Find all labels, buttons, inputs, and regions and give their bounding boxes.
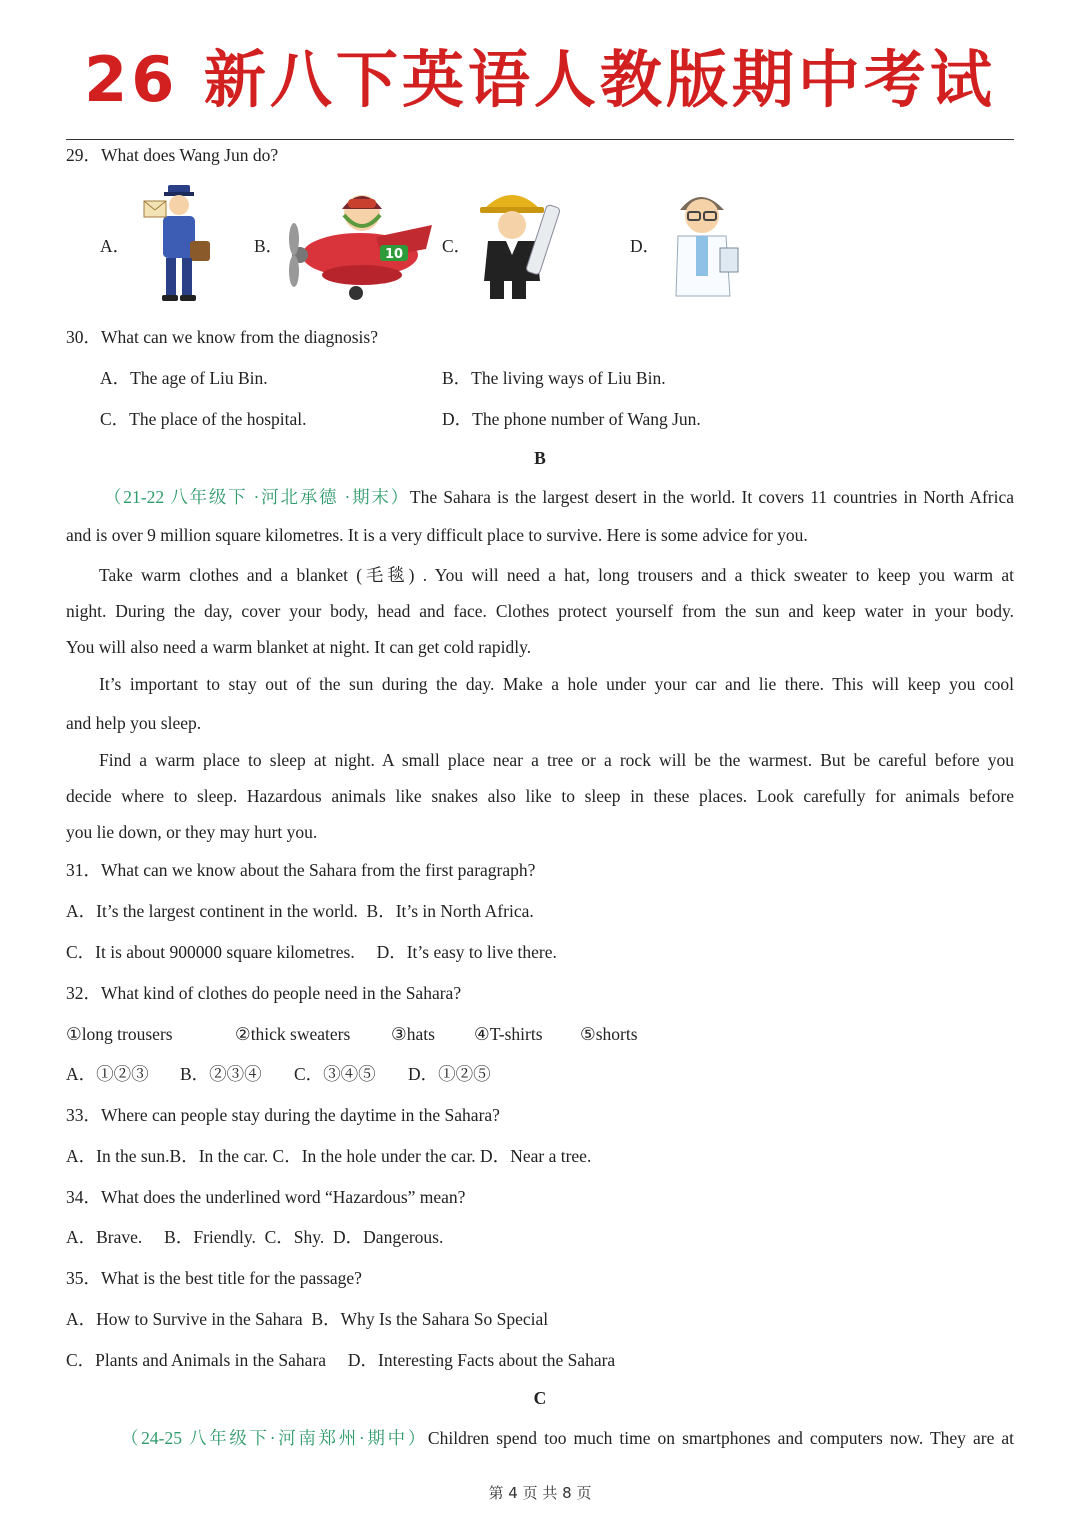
passage-b-paragraph-3: It’s important to stay out of the sun during the day. Make a hole under your car and lie there. This will keep you cool and help you sleep. (66, 674, 1014, 733)
q30-option-d[interactable]: D．The phone number of Wang Jun. (442, 409, 701, 429)
q31-options-ab[interactable]: A．It’s the largest continent in the world. B．It’s in North Africa. (66, 901, 534, 921)
q32-option-b[interactable]: B．②③④ (180, 1064, 262, 1084)
exam-title-banner: 26 新八下英语人教版期中考试 (84, 43, 996, 116)
passage-b-paragraph-4: Find a warm place to sleep at night. A small place near a tree or a rock will be the warmest. But be careful before you decide where to sleep. Hazardous animals like snakes also like to sleep in these places. Look carefully for animals before you lie down, or they may hurt you. (66, 750, 1014, 842)
q30-option-a[interactable]: A．The age of Liu Bin. (100, 368, 268, 388)
q32-item-3: ③hats (391, 1024, 435, 1044)
page-number: 第 4 页 共 8 页 (488, 1484, 592, 1502)
passage-b-paragraph-2: Take warm clothes and a blanket (毛毯) . You will need a hat, long trousers and a thick sweater to keep you warm at night. During the day, cover your body, head and face. Clothes protect yourself from the sun and keep water in your body. You will also need a warm blanket at night. It can get cold rapidly. (66, 565, 1014, 657)
q29-option-b[interactable]: B． (254, 236, 284, 256)
source-tag: （21-22 八年级下 ·河北承德 ·期末） (104, 487, 410, 507)
q32-option-c[interactable]: C．③④⑤ (294, 1064, 376, 1084)
q33-options[interactable]: A．In the sun.B．In the car. C．In the hole under the car. D．Near a tree. (66, 1146, 592, 1166)
postman-icon[interactable] (130, 183, 220, 305)
q34-options[interactable]: A．Brave. B．Friendly. C．Shy. D．Dangerous. (66, 1227, 444, 1247)
pilot-icon[interactable] (286, 185, 434, 303)
q32-item-1: ①long trousers (66, 1024, 173, 1044)
passage-b-p1-line2: and is over 9 million square kilometres. It is a very difficult place to survive. Here is some advice for you. (66, 525, 808, 545)
q30-option-c[interactable]: C．The place of the hospital. (100, 409, 307, 429)
q35-options-cd[interactable]: C．Plants and Animals in the Sahara D．Interesting Facts about the Sahara (66, 1350, 616, 1370)
doctor-icon[interactable] (664, 188, 746, 304)
q34-stem: 34．What does the underlined word “Hazardous” mean? (66, 1187, 466, 1207)
q31-options-cd[interactable]: C．It is about 900000 square kilometres. D．It’s easy to live there. (66, 942, 557, 962)
passage-c-paragraph-1: （24-25 八年级下·河南郑州·期中）Children spend too much time on smartphones and computers now. They are at (121, 1428, 1015, 1448)
q32-item-5: ⑤shorts (580, 1024, 638, 1044)
q31-stem: 31．What can we know about the Sahara from the first paragraph? (66, 860, 536, 880)
q32-item-4: ④T-shirts (474, 1024, 543, 1044)
q35-stem: 35．What is the best title for the passage? (66, 1268, 362, 1288)
q30-stem: 30．What can we know from the diagnosis? (66, 327, 379, 347)
header-divider (66, 139, 1014, 140)
q33-stem: 33．Where can people stay during the daytime in the Sahara? (66, 1105, 500, 1125)
builder-icon[interactable] (474, 185, 566, 303)
q35-options-ab[interactable]: A．How to Survive in the Sahara B．Why Is the Sahara So Special (66, 1309, 549, 1329)
passage-b-paragraph-1: （21-22 八年级下 ·河北承德 ·期末）The Sahara is the largest desert in the world. It covers 11 countries in North Africa (104, 487, 1014, 507)
q32-option-d[interactable]: D．①②⑤ (408, 1064, 491, 1084)
q32-stem: 32．What kind of clothes do people need in the Sahara? (66, 983, 462, 1003)
q32-option-a[interactable]: A．①②③ (66, 1064, 149, 1084)
q29-option-a[interactable]: A． (100, 236, 131, 256)
q29-option-d[interactable]: D． (630, 236, 661, 256)
source-tag: （24-25 八年级下·河南郑州·期中） (121, 1428, 428, 1448)
q30-option-b[interactable]: B．The living ways of Liu Bin. (442, 368, 666, 388)
q32-item-2: ②thick sweaters (235, 1024, 351, 1044)
q29-stem: 29．What does Wang Jun do? (66, 145, 279, 165)
section-c-heading: C (533, 1388, 547, 1408)
svg-text:10: 10 (384, 247, 404, 262)
section-b-heading: B (534, 448, 546, 468)
q29-option-c[interactable]: C． (442, 236, 472, 256)
